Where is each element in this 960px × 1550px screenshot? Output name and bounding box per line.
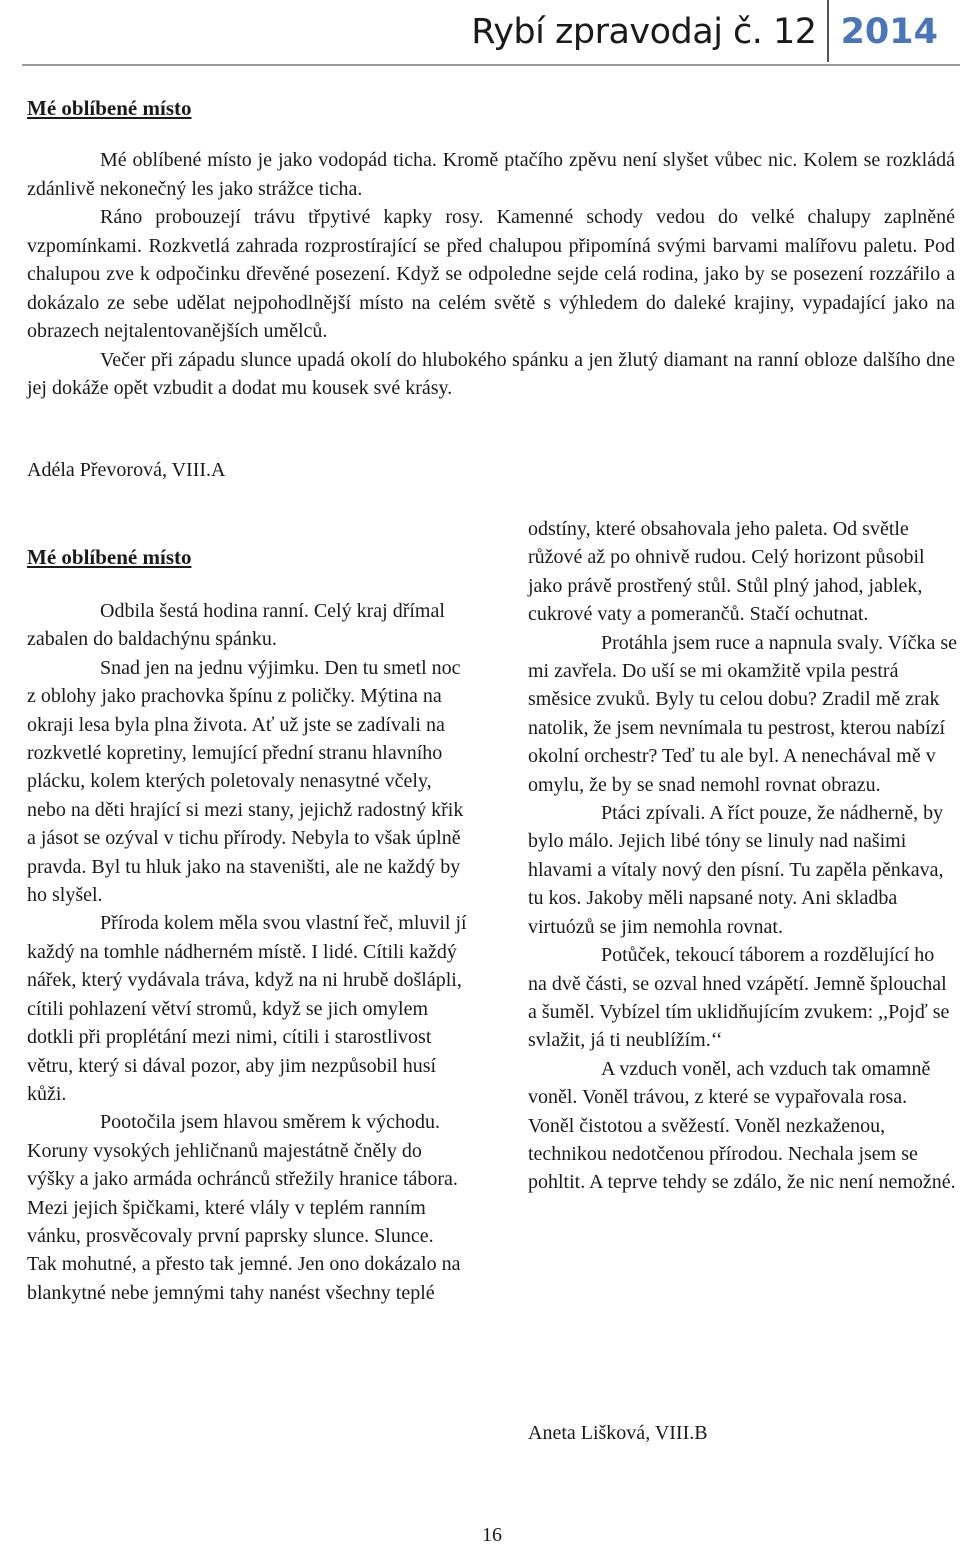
article2-paragraph: Odbila šestá hodina ranní. Celý kraj dřímal zabalen do baldachýnu spánku. [27,600,445,651]
article2-right-column [528,515,958,1197]
article2-paragraph: Ptáci zpívali. A říct pouze, že nádherně, by bylo málo. Jejich libé tóny se linuly nad našimi hlavami a vítaly nový den písní. Tu zapěla pěnkava, tu kos. Jakoby měli napsané noty. Ani skladba virtuózů se jim nemohla rovnat. [528,802,944,938]
article2-paragraph: odstíny, které obsahovala jeho paleta. Od světle růžové až po ohnivě rudou. Celý horizont působil jako právě prostřený stůl. Stůl plný jahod, jablek, cukrové vaty a pomerančů. Stačí ochutnat. [528,518,925,626]
article2-paragraph: Snad jen na jednu výjimku. Den tu smetl noc z oblohy jako prachovka špínu z poličky. Mýtina na okraji lesa byla plna života. Ať už jste se zadívali na rozkvetlé kopretiny, lemující přední stranu hlavního plácku, kolem kterých poletovaly nenasytné včely, nebo na děti hrající si mezi stany, jejichž radostný křik a jásot se ozýval v tichu přírody. Nebyla to však úplně pravda. Byl tu hluk jako na staveništi, ale ne každý by ho slyšel. [27,656,464,907]
article1-paragraph: Ráno probouzejí trávu třpytivé kapky rosy. Kamenné schody vedou do velké chalupy zaplněné vzpomínkami. Rozkvetlá zahrada rozprostírající se před chalupou připomíná svými barvami malířovu paletu. Pod chalupou zve k odpočinku dřevěné posezení. Když se odpoledne sejde celá rodina, jako by se posezení rozzářilo a dokázalo ze sebe udělat nejpohodlnější místo na celém světě s výhledem do daleké krajiny, vypadající jako na obrazech nejtalentovanějších umělců. [27,206,955,342]
header-rule [22,64,960,66]
article2-paragraph: Pootočila jsem hlavou směrem k východu. Koruny vysokých jehličnanů majestátně čněly do výšky a jako armáda ochránců střežily hranice tábora. Mezi jejich špičkami, které vlály v teplém ranním vánku, prosvěcovaly první paprsky slunce. Slunce. Tak mohutné, a přesto tak jemné. Jen ono dokázalo na blankytné nebe jemnými tahy nanést všechny teplé [27,1111,461,1304]
article2-heading: Mé oblíbené místo [27,545,192,569]
article2-author: Aneta Lišková, VIII.B [528,1422,708,1444]
article1-heading: Mé oblíbené místo [27,96,192,120]
article2-paragraph: A vzduch voněl, ach vzduch tak omamně voněl. Voněl trávou, z které se vypařovala rosa. Voněl čistotou a svěžestí. Voněl nezkaženou, technikou nedotčenou přírodou. Nechala jsem se pohltit. A teprve tehdy se zdálo, že nic není nemožné. [528,1057,956,1194]
article1-author: Adéla Převorová, VIII.A [27,459,226,481]
article2-paragraph: Potůček, tekoucí táborem a rozdělující ho na dvě části, se ozval hned vzápětí. Jemně šplouchal a šuměl. Vybízel tím uklidňujícím zvukem: ,,Pojď se svlažit, já ti neublížím.‘‘ [528,944,950,1052]
publication-title: Rybí zpravodaj č. 12 [471,12,817,52]
article2-paragraph: Příroda kolem měla svou vlastní řeč, mluvil jí každý na tomhle nádherném místě. I lidé. Cítili každý nářek, který vydávala tráva, když na ni hrubě došlápli, cítili pohlazení větví stromů, když se jich omylem dotkli při proplétání mezi nimi, cítili i starostlivost větru, který si dával pozor, aby jim nezpůsobil husí kůži. [27,912,467,1105]
page-number: 16 [482,1524,502,1546]
article2-paragraph: Protáhla jsem ruce a napnula svaly. Víčka se mi zavřela. Do uší se mi okamžitě vpila pestrá směsice zvuků. Byly tu celou dobu? Zradil mě zrak natolik, že jsem nevnímala tu pestrost, kterou nabízí okolní orchestr? Teď tu ale byl. A nenechával mě v omylu, že by se snad nemohl rovnat obrazu. [528,631,957,796]
publication-year: 2014 [840,12,938,52]
page-header [471,0,938,66]
article1-paragraph: Večer při západu slunce upadá okolí do hlubokého spánku a jen žlutý diamant na ranní obloze dalšího dne jej dokáže opět vzbudit a dodat mu kousek své krásy. [27,348,955,399]
article1-body [27,146,955,403]
article2-left-column [27,597,467,1307]
article1-paragraph: Mé oblíbené místo je jako vodopád ticha. Kromě ptačího zpěvu není slyšet vůbec nic. Kolem se rozkládá zdánlivě nekonečný les jako strážce ticha. [27,149,955,200]
